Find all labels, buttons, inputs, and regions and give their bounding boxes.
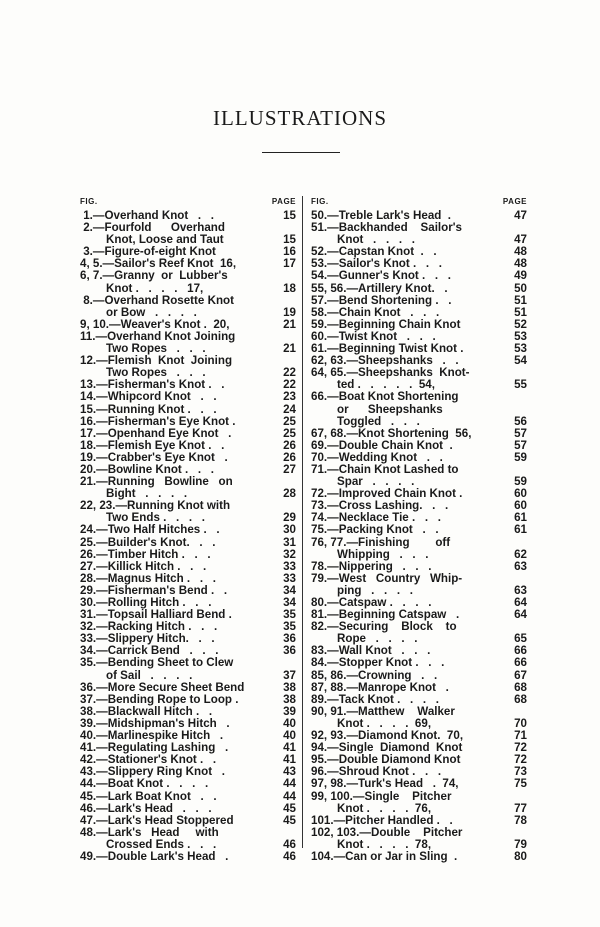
entry-text: 27.—Killick Hitch . . . xyxy=(80,559,207,573)
entry-page-number: 66 xyxy=(514,656,527,670)
entry-text: 60.—Twist Knot . . . xyxy=(311,329,436,343)
entry-page-number: 75 xyxy=(514,777,527,791)
entry-text: 15.—Running Knot . . . xyxy=(80,402,217,416)
entry-text: 66.—Boat Knot Shortening xyxy=(311,390,459,404)
entry-page-number: 66 xyxy=(514,644,527,658)
entry-text: 24.—Two Half Hitches . . xyxy=(80,523,220,537)
entry-page-number: 26 xyxy=(283,438,296,452)
entry-page-number: 72 xyxy=(514,753,527,767)
entry-page-number: 18 xyxy=(283,281,296,295)
entry-text: 21.—Running Bowline on xyxy=(80,475,233,489)
index-entry-line xyxy=(80,549,296,561)
right-column-header xyxy=(311,196,527,205)
index-entry-line xyxy=(80,815,296,827)
entry-page-number: 48 xyxy=(514,257,527,271)
entry-text: Whipping . . . xyxy=(337,547,429,561)
entry-text: 28.—Magnus Hitch . . . xyxy=(80,571,216,585)
entry-text: 78.—Nippering . . . xyxy=(311,559,432,573)
entry-text: Knot, Loose and Taut xyxy=(106,233,224,247)
entry-text: 36.—More Secure Sheet Bend xyxy=(80,680,245,694)
entry-text: Two Ropes . . . xyxy=(106,342,206,356)
entry-page-number: 47 xyxy=(514,209,527,222)
entry-text: 42.—Stationer's Knot . . xyxy=(80,753,217,767)
entry-text: 101.—Pitcher Handled . . xyxy=(311,813,453,827)
entry-page-number: 35 xyxy=(283,608,296,622)
right-entry-list xyxy=(311,210,527,863)
entry-page-number: 31 xyxy=(283,535,296,549)
entry-page-number: 57 xyxy=(514,438,527,452)
entry-text: 48.—Lark's Head with xyxy=(80,825,219,839)
entry-text: 12.—Flemish Knot Joining xyxy=(80,354,233,368)
entry-text: 47.—Lark's Head Stoppered xyxy=(80,813,234,827)
entry-text: or Bow . . . . xyxy=(106,305,197,319)
entry-page-number: 26 xyxy=(283,450,296,464)
index-entry-line xyxy=(311,778,527,790)
entry-page-number: 28 xyxy=(283,487,296,501)
entry-text: 87, 88.—Manrope Knot . xyxy=(311,680,449,694)
right-column xyxy=(311,196,527,863)
entry-page-number: 32 xyxy=(283,547,296,561)
entry-page-number: 30 xyxy=(283,523,296,537)
entry-text: 32.—Racking Hitch . . . xyxy=(80,620,218,634)
entry-text: or Sheepshanks xyxy=(337,402,443,416)
entry-page-number: 38 xyxy=(283,692,296,706)
entry-text: 104.—Can or Jar in Sling . xyxy=(311,849,458,863)
entry-page-number: 79 xyxy=(514,837,527,851)
entry-page-number: 78 xyxy=(514,813,527,827)
entry-page-number: 51 xyxy=(514,293,527,307)
entry-page-number: 46 xyxy=(283,849,296,863)
entry-text: 34.—Carrick Bend . . . xyxy=(80,644,219,658)
entry-page-number: 43 xyxy=(283,765,296,779)
index-entry-line xyxy=(80,791,296,803)
entry-page-number: 52 xyxy=(514,317,527,331)
entry-page-number: 23 xyxy=(283,390,296,404)
entry-text: 50.—Treble Lark's Head . xyxy=(311,209,452,222)
entry-text: 45.—Lark Boat Knot . . xyxy=(80,789,217,803)
entry-text: Rope . . . . xyxy=(337,632,418,646)
entry-text: 75.—Packing Knot . . xyxy=(311,523,439,537)
entry-text: 79.—West Country Whip- xyxy=(311,571,463,585)
entry-text: 76, 77.—Finishing off xyxy=(311,535,451,549)
index-entry-line xyxy=(80,561,296,573)
entry-text: 82.—Securing Block to xyxy=(311,620,457,634)
entry-text: 74.—Necklace Tie . . . xyxy=(311,511,441,525)
entry-text: Two Ropes . . . xyxy=(106,366,206,380)
entry-text: 43.—Slippery Ring Knot . xyxy=(80,765,225,779)
page-header: PAGE xyxy=(271,197,296,206)
entry-page-number: 53 xyxy=(514,342,527,356)
entry-text: 3.—Figure-of-eight Knot xyxy=(80,245,216,259)
entry-page-number: 16 xyxy=(283,245,296,259)
entry-text: 69.—Double Chain Knot . xyxy=(311,438,453,452)
index-entry-line xyxy=(80,391,296,403)
entry-page-number: 54 xyxy=(514,354,527,368)
entry-text: 17.—Openhand Eye Knot . xyxy=(80,426,232,440)
entry-text: 81.—Beginning Catspaw . xyxy=(311,608,460,622)
entry-page-number: 77 xyxy=(514,801,527,815)
entry-text: 52.—Capstan Knot . . xyxy=(311,245,437,259)
index-entry-line xyxy=(311,670,527,682)
entry-text: 46.—Lark's Head . . . xyxy=(80,801,212,815)
entry-text: 57.—Bend Shortening . . xyxy=(311,293,452,307)
title-rule xyxy=(262,152,340,153)
entry-text: 31.—Topsail Halliard Bend . xyxy=(80,608,232,622)
entry-text: 33.—Slippery Hitch. . . xyxy=(80,632,215,646)
index-entry-line xyxy=(80,270,296,282)
entry-text: 11.—Overhand Knot Joining xyxy=(80,329,236,343)
entry-page-number: 34 xyxy=(283,596,296,609)
entry-text: 64, 65.—Sheepshanks Knot- xyxy=(311,366,470,380)
entry-page-number: 17 xyxy=(283,257,296,271)
entry-page-number: 21 xyxy=(283,342,296,356)
entry-page-number: 51 xyxy=(514,305,527,319)
entry-page-number: 40 xyxy=(283,716,296,730)
entry-text: 51.—Backhanded Sailor's xyxy=(311,221,462,235)
entry-text: 73.—Cross Lashing. . . xyxy=(311,499,449,513)
entry-text: 38.—Blackwall Hitch . . xyxy=(80,704,213,718)
entry-page-number: 33 xyxy=(283,571,296,585)
entry-text: 19.—Crabber's Eye Knot . xyxy=(80,450,228,464)
entry-page-number: 71 xyxy=(514,729,527,743)
entry-page-number: 34 xyxy=(283,583,296,597)
entry-page-number: 57 xyxy=(514,426,527,440)
entry-text: Knot . . . . xyxy=(337,233,415,247)
entry-page-number: 61 xyxy=(514,523,527,537)
entry-page-number: 21 xyxy=(283,317,296,331)
entry-text: 25.—Builder's Knot. . . xyxy=(80,535,216,549)
index-entry-line xyxy=(311,682,527,694)
entry-page-number: 25 xyxy=(283,414,296,428)
index-entry-line xyxy=(80,778,296,790)
entry-text: 89.—Tack Knot . . . . xyxy=(311,692,439,706)
index-entry-line xyxy=(311,404,527,416)
entry-text: 6, 7.—Granny or Lubber's xyxy=(80,269,228,283)
entry-text: 84.—Stopper Knot . . . xyxy=(311,656,445,670)
entry-text: 70.—Wedding Knot . . xyxy=(311,450,443,464)
index-entry-line xyxy=(311,803,527,815)
entry-text: 40.—Marlinespike Hitch . xyxy=(80,729,224,743)
entry-text: 80.—Catspaw . . . . xyxy=(311,596,432,609)
entry-page-number: 41 xyxy=(283,741,296,755)
index-entry-line xyxy=(80,682,296,694)
index-entry-line xyxy=(80,428,296,440)
entry-text: Knot . . . . 69, xyxy=(337,716,432,730)
index-entry-line xyxy=(311,851,527,863)
index-entry-line xyxy=(80,295,296,307)
entry-text: Knot . . . . 76, xyxy=(337,801,432,815)
entry-page-number: 72 xyxy=(514,741,527,755)
entry-text: 54.—Gunner's Knot . . . xyxy=(311,269,451,283)
entry-page-number: 55 xyxy=(514,378,527,392)
page-title: ILLUSTRATIONS xyxy=(213,106,387,130)
entry-page-number: 64 xyxy=(514,596,527,609)
left-entry-list xyxy=(80,210,296,863)
index-entry-line xyxy=(311,549,527,561)
entry-page-number: 44 xyxy=(283,777,296,791)
entry-page-number: 15 xyxy=(283,233,296,247)
entry-page-number: 47 xyxy=(514,233,527,247)
entry-text: 72.—Improved Chain Knot . xyxy=(311,487,463,501)
entry-text: 95.—Double Diamond Knot xyxy=(311,753,461,767)
entry-page-number: 80 xyxy=(514,849,527,863)
column-divider xyxy=(302,196,303,848)
entry-page-number: 62 xyxy=(514,547,527,561)
entry-page-number: 60 xyxy=(514,499,527,513)
index-entry-line xyxy=(311,791,527,803)
entry-page-number: 73 xyxy=(514,765,527,779)
entry-text: 59.—Beginning Chain Knot xyxy=(311,317,461,331)
entry-page-number: 39 xyxy=(283,704,296,718)
entry-page-number: 59 xyxy=(514,450,527,464)
entry-text: 58.—Chain Knot . . . xyxy=(311,305,440,319)
entry-page-number: 65 xyxy=(514,632,527,646)
entry-text: Knot . . . . 78, xyxy=(337,837,432,851)
entry-text: Toggled . . . xyxy=(337,414,420,428)
entry-text: 35.—Bending Sheet to Clew xyxy=(80,656,234,670)
entry-text: 83.—Wall Knot . . . xyxy=(311,644,431,658)
index-entry-line xyxy=(311,428,527,440)
entry-page-number: 27 xyxy=(283,462,296,476)
entry-text: 30.—Rolling Hitch . . . xyxy=(80,596,212,609)
entry-text: 26.—Timber Hitch . . . xyxy=(80,547,211,561)
entry-text: ping . . . . xyxy=(337,583,414,597)
entry-text: 29.—Fisherman's Bend . . xyxy=(80,583,228,597)
index-entry-line xyxy=(311,561,527,573)
entry-page-number: 68 xyxy=(514,692,527,706)
entry-text: 49.—Double Lark's Head . xyxy=(80,849,229,863)
entry-page-number: 48 xyxy=(514,245,527,259)
index-entry-line xyxy=(311,416,527,428)
entry-page-number: 68 xyxy=(514,680,527,694)
entry-page-number: 38 xyxy=(283,680,296,694)
entry-page-number: 35 xyxy=(283,620,296,634)
index-entry-line xyxy=(80,524,296,536)
entry-text: 37.—Bending Rope to Loop . xyxy=(80,692,239,706)
entry-page-number: 15 xyxy=(283,209,296,222)
entry-text: 9, 10.—Weaver's Knot . 20, xyxy=(80,317,230,331)
index-entry-line xyxy=(80,404,296,416)
entry-page-number: 45 xyxy=(283,801,296,815)
left-column-header xyxy=(80,196,296,205)
entry-text: Knot . . . . 17, xyxy=(106,281,204,295)
entry-text: Bight . . . . xyxy=(106,487,188,501)
entry-page-number: 36 xyxy=(283,632,296,646)
entry-page-number: 60 xyxy=(514,487,527,501)
index-entry-line xyxy=(311,657,527,669)
entry-page-number: 70 xyxy=(514,716,527,730)
entry-page-number: 64 xyxy=(514,608,527,622)
entry-page-number: 25 xyxy=(283,426,296,440)
index-entry-line xyxy=(311,270,527,282)
entry-text: 55, 56.—Artillery Knot. . xyxy=(311,281,448,295)
entry-text: Two Ends . . . . xyxy=(106,511,205,525)
entry-text: 20.—Bowline Knot . . . xyxy=(80,462,214,476)
entry-text: 96.—Shroud Knot . . . xyxy=(311,765,442,779)
entry-text: 85, 86.—Crowning . . xyxy=(311,668,438,682)
entry-page-number: 22 xyxy=(283,378,296,392)
entry-text: 71.—Chain Knot Lashed to xyxy=(311,462,459,476)
entry-text: of Sail . . . . xyxy=(106,668,193,682)
entry-page-number: 37 xyxy=(283,668,296,682)
entry-text: 8.—Overhand Rosette Knot xyxy=(80,293,234,307)
entry-text: 67, 68.—Knot Shortening 56, xyxy=(311,426,472,440)
entry-page-number: 63 xyxy=(514,583,527,597)
page-header: PAGE xyxy=(502,197,527,206)
entry-text: 99, 100.—Single Pitcher xyxy=(311,789,452,803)
entry-page-number: 33 xyxy=(283,559,296,573)
index-entry-line xyxy=(80,283,296,295)
entry-text: 18.—Flemish Eye Knot . . xyxy=(80,438,225,452)
entry-text: 92, 93.—Diamond Knot. 70, xyxy=(311,729,464,743)
index-entry-line xyxy=(311,283,527,295)
entry-text: 102, 103.—Double Pitcher xyxy=(311,825,463,839)
entry-text: 44.—Boat Knot . . . . xyxy=(80,777,209,791)
index-entry-line xyxy=(80,670,296,682)
index-entry-line xyxy=(311,815,527,827)
index-entry-line xyxy=(311,524,527,536)
entry-text: Crossed Ends . . . xyxy=(106,837,217,851)
entry-page-number: 44 xyxy=(283,789,296,803)
entry-page-number: 67 xyxy=(514,668,527,682)
entry-text: 94.—Single Diamond Knot xyxy=(311,741,463,755)
entry-page-number: 59 xyxy=(514,475,527,489)
index-entry-line xyxy=(80,416,296,428)
index-entry-line xyxy=(311,295,527,307)
entry-text: 4, 5.—Sailor's Reef Knot 16, xyxy=(80,257,237,271)
index-entry-line xyxy=(80,657,296,669)
index-entry-line xyxy=(311,537,527,549)
entry-text: 1.—Overhand Knot . . xyxy=(80,209,214,222)
index-entry-line xyxy=(80,803,296,815)
entry-text: 14.—Whipcord Knot . . xyxy=(80,390,217,404)
entry-page-number: 45 xyxy=(283,813,296,827)
entry-page-number: 24 xyxy=(283,402,296,416)
entry-page-number: 50 xyxy=(514,281,527,295)
left-column xyxy=(80,196,296,863)
entry-text: 97, 98.—Turk's Head . 74, xyxy=(311,777,459,791)
entry-page-number: 22 xyxy=(283,366,296,380)
fig-header: FIG. xyxy=(80,197,98,206)
entry-text: 62, 63.—Sheepshanks . . xyxy=(311,354,459,368)
fig-header: FIG. xyxy=(311,197,329,206)
entry-text: 13.—Fisherman's Knot . . xyxy=(80,378,225,392)
entry-text: 16.—Fisherman's Eye Knot . xyxy=(80,414,236,428)
entry-page-number: 40 xyxy=(283,729,296,743)
entry-text: 61.—Beginning Twist Knot . xyxy=(311,342,464,356)
index-entry-line xyxy=(311,391,527,403)
entry-page-number: 63 xyxy=(514,559,527,573)
entry-text: 41.—Regulating Lashing . xyxy=(80,741,229,755)
entry-page-number: 36 xyxy=(283,644,296,658)
entry-text: 39.—Midshipman's Hitch . xyxy=(80,716,230,730)
entry-text: 90, 91.—Matthew Walker xyxy=(311,704,455,718)
entry-page-number: 41 xyxy=(283,753,296,767)
entry-text: 22, 23.—Running Knot with xyxy=(80,499,231,513)
entry-text: ted . . . . . 54, xyxy=(337,378,435,392)
index-entry-line xyxy=(80,851,296,863)
entry-page-number: 46 xyxy=(283,837,296,851)
entry-page-number: 29 xyxy=(283,511,296,525)
entry-page-number: 49 xyxy=(514,269,527,283)
index-entry-line xyxy=(80,537,296,549)
entry-page-number: 53 xyxy=(514,329,527,343)
entry-text: 53.—Sailor's Knot . . . xyxy=(311,257,442,271)
entry-text: 2.—Fourfold Overhand xyxy=(80,221,225,235)
entry-page-number: 61 xyxy=(514,511,527,525)
entry-text: Spar . . . . xyxy=(337,475,415,489)
entry-page-number: 19 xyxy=(283,305,296,319)
entry-page-number: 56 xyxy=(514,414,527,428)
